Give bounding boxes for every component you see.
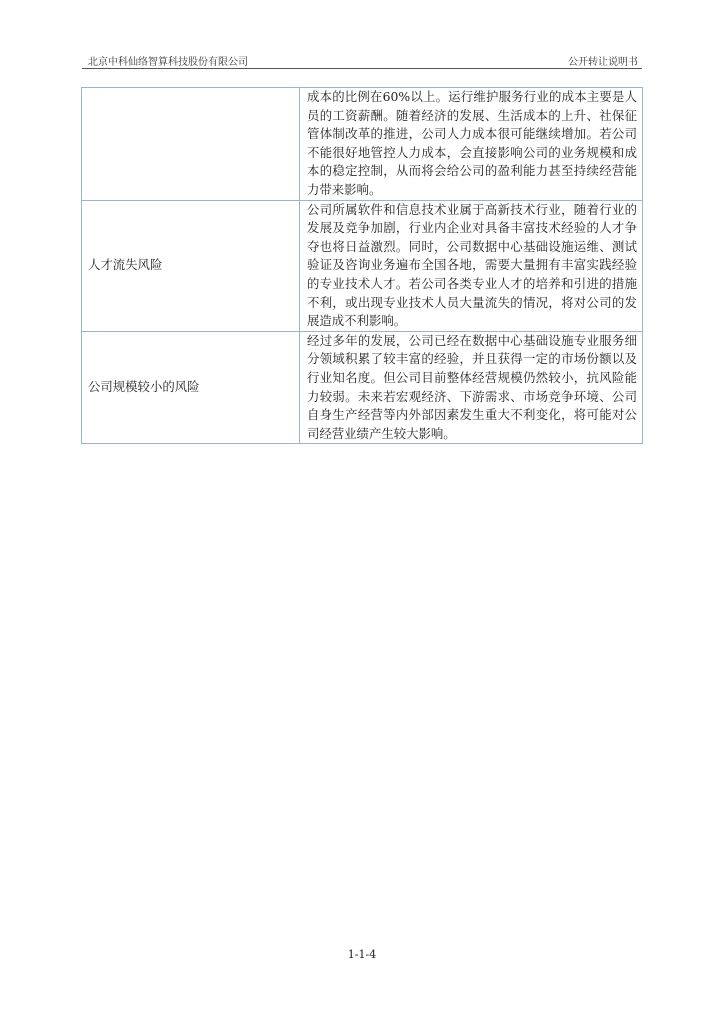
table-row (82, 88, 643, 201)
page-header (82, 50, 642, 69)
risk-name-cell: 公司规模较小的风险 (82, 331, 300, 444)
risk-table (81, 87, 643, 444)
risk-name-cell: 人才流失风险 (82, 200, 300, 331)
page-number: 1-1-4 (347, 948, 377, 961)
header-document-type: 公开转让说明书 (568, 57, 638, 68)
risk-description-cell: 公司所属软件和信息技术业属于高新技术行业，随着行业的发展及竞争加剧，行业内企业对具备丰富技术经验的人才争夺也将日益激烈。同时，公司数据中心基础设施运维、测试验证及咨询业务遍布全国各地，需要大量拥有丰富实践经验的专业技术人才。若公司各类专业人才的培养和引进的措施不利，或出现专业技术人员大量流失的情况，将对公司的发展造成不利影响。 (300, 200, 643, 331)
risk-description-cell: 成本的比例在60%以上。运行维护服务行业的成本主要是人员的工资薪酬。随着经济的发展、生活成本的上升、社保征管体制改革的推进，公司人力成本很可能继续增加。若公司不能很好地管控人力成本，会直接影响公司的业务规模和成本的稳定控制，从而将会给公司的盈利能力甚至持续经营能力带来影响。 (300, 88, 643, 201)
header-company-name: 北京中科仙络智算科技股份有限公司 (88, 57, 248, 68)
table-row (82, 331, 643, 444)
table-row (82, 200, 643, 331)
risk-description-cell: 经过多年的发展，公司已经在数据中心基础设施专业服务细分领域积累了较丰富的经验，并且获得一定的市场份额以及行业知名度。但公司目前整体经营规模仍然较小，抗风险能力较弱。未来若宏观经济、下游需求、市场竞争环境、公司自身生产经营等内外部因素发生重大不利变化，将可能对公司经营业绩产生较大影响。 (300, 331, 643, 444)
risk-name-cell (82, 88, 300, 201)
